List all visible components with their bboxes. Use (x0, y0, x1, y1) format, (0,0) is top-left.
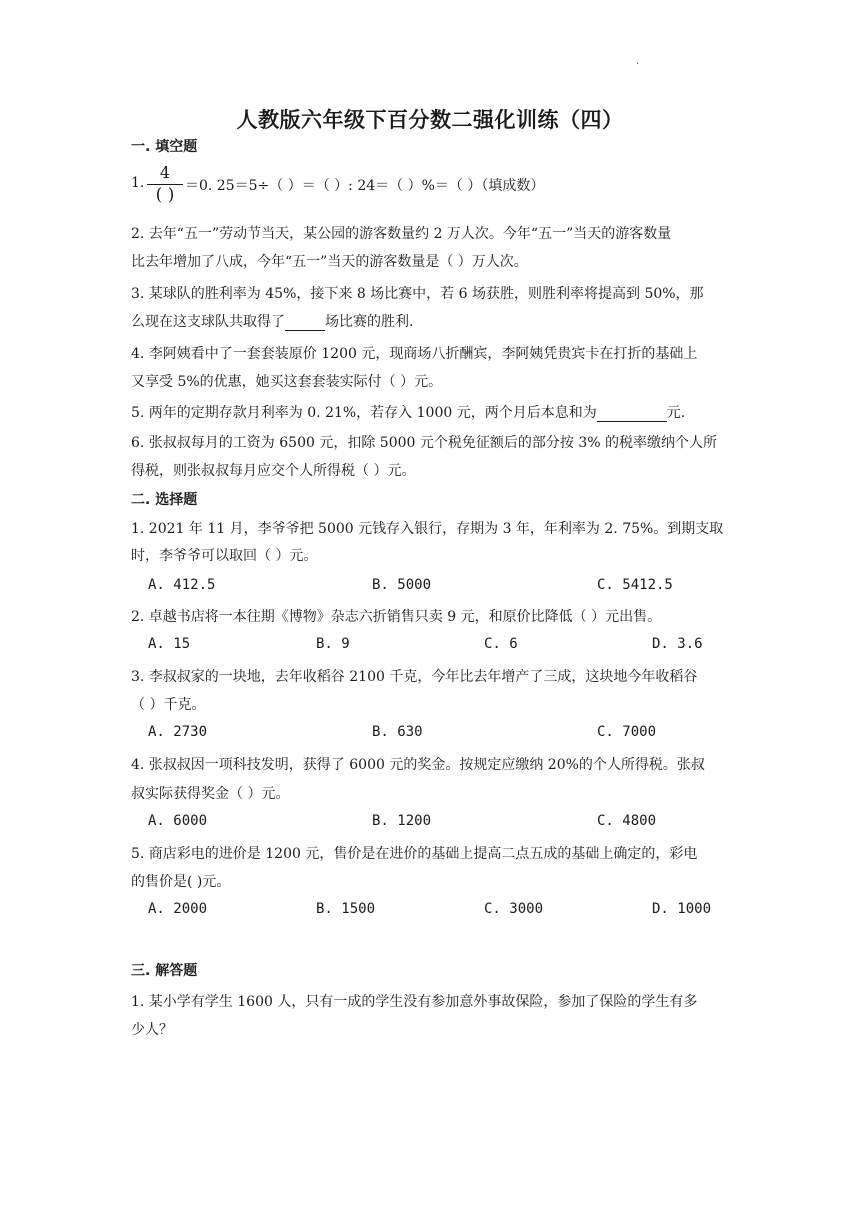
fill-q2-line2: 比去年增加了八成，今年“五一”当天的游客数量是（ ）万人次。 (131, 254, 528, 270)
fill-q6-line2: 得税，则张叔叔每月应交个人所得税（ ）元。 (131, 463, 416, 479)
fill-q3-line2 (131, 311, 413, 331)
section-fill-heading: 一. 填空题 (131, 139, 198, 155)
fill-q1-prefix: 1. (131, 175, 145, 191)
fill-q4-line2: 又享受 5%的优惠，她买这套套装实际付（ ）元。 (131, 374, 443, 390)
fraction-numerator: 4 (159, 163, 171, 182)
choice-q4-option-b[interactable]: B. 1200 (372, 813, 432, 829)
section-answer-heading: 三. 解答题 (131, 963, 198, 979)
choice-q1-option-b[interactable]: B. 5000 (372, 577, 432, 593)
choice-q2-option-b[interactable]: B. 9 (316, 636, 350, 652)
choice-q5-option-c[interactable]: C. 3000 (484, 901, 544, 917)
fill-q1-text: ＝0. 25＝5÷（ ）＝（ ）: 24＝（ ）%＝（ ）（填成数） (185, 178, 545, 194)
fill-q2-line1: 2. 去年“五一”劳动节当天，某公园的游客数量约 2 万人次。今年“五一”当天的游客数量 (131, 226, 672, 242)
choice-q3-option-b[interactable]: B. 630 (372, 724, 423, 740)
fill-q5-text: 5. 两年的定期存款月利率为 0. 21%，若存入 1000 元，两个月后本息和为 (131, 405, 597, 421)
fill-q3-line2-start: 么现在这支球队共取得了 (131, 314, 285, 330)
answer-q1-line1: 1. 某小学有学生 1600 人，只有一成的学生没有参加意外事故保险，参加了保险的学生有多 (131, 994, 698, 1010)
choice-q3-option-a[interactable]: A. 2730 (148, 724, 208, 740)
answer-blank[interactable] (597, 405, 667, 422)
choice-q5-option-a[interactable]: A. 2000 (148, 901, 208, 917)
section-choice-heading: 二. 选择题 (131, 492, 198, 508)
fill-q6-line1: 6. 张叔叔每月的工资为 6500 元，扣除 5000 元个税免征额后的部分按 3% 的税率缴纳个人所 (131, 435, 717, 451)
choice-q5-option-d[interactable]: D. 1000 (652, 901, 712, 917)
choice-q4-option-a[interactable]: A. 6000 (148, 813, 208, 829)
fill-q5-line (131, 402, 685, 422)
choice-q4-line2: 叔实际获得奖金（ ）元。 (131, 786, 290, 802)
choice-q1-line1: 1. 2021 年 11 月，李爷爷把 5000 元钱存入银行，存期为 3 年，年利率为 2. 75%。到期支取 (131, 521, 724, 537)
fraction (147, 163, 183, 207)
choice-q2-option-a[interactable]: A. 15 (148, 636, 191, 652)
answer-q1-line2: 少人？ (131, 1022, 173, 1038)
choice-q4-option-c[interactable]: C. 4800 (597, 813, 657, 829)
choice-q4-line1: 4. 张叔叔因一项科技发明，获得了 6000 元的奖金。按规定应缴纳 20%的个人所得税。张叔 (131, 757, 705, 773)
choice-q1-option-c[interactable]: C. 5412.5 (597, 577, 673, 593)
corner-mark: . (636, 56, 640, 67)
choice-q3-option-c[interactable]: C. 7000 (597, 724, 657, 740)
choice-q2-option-c[interactable]: C. 6 (484, 636, 518, 652)
fill-q3-line2-end: 场比赛的胜利. (325, 314, 414, 330)
choice-q5-line2: 的售价是( )元。 (131, 874, 231, 890)
page-title: 人教版六年级下百分数二强化训练（四） (236, 107, 624, 132)
fill-q5-unit: 元. (666, 405, 686, 421)
choice-q1-line2: 时，李爷爷可以取回（ ）元。 (131, 548, 318, 564)
answer-blank[interactable] (285, 314, 325, 331)
choice-q3-line2: （ ）千克。 (131, 697, 206, 713)
choice-q1-option-a[interactable]: A. 412.5 (148, 577, 216, 593)
choice-q3-line1: 3. 李叔叔家的一块地，去年收稻谷 2100 千克，今年比去年增产了三成，这块地今年收稻谷 (131, 669, 698, 685)
choice-q5-line1: 5. 商店彩电的进价是 1200 元，售价是在进价的基础上提高二点五成的基础上确定的，彩电 (131, 846, 698, 862)
choice-q2-line1: 2. 卓越书店将一本往期《博物》杂志六折销售只卖 9 元，和原价比降低（ ）元出售。 (131, 609, 662, 625)
choice-q2-option-d[interactable]: D. 3.6 (652, 636, 703, 652)
choice-q5-option-b[interactable]: B. 1500 (316, 901, 376, 917)
fill-q3-line1: 3. 某球队的胜利率为 45%，接下来 8 场比赛中，若 6 场获胜，则胜利率将提高到 50%，那 (131, 286, 704, 302)
fill-q4-line1: 4. 李阿姨看中了一套套装原价 1200 元，现商场八折酬宾，李阿姨凭贵宾卡在打折的基础上 (131, 346, 698, 362)
fraction-denominator: ( ) (155, 185, 175, 205)
